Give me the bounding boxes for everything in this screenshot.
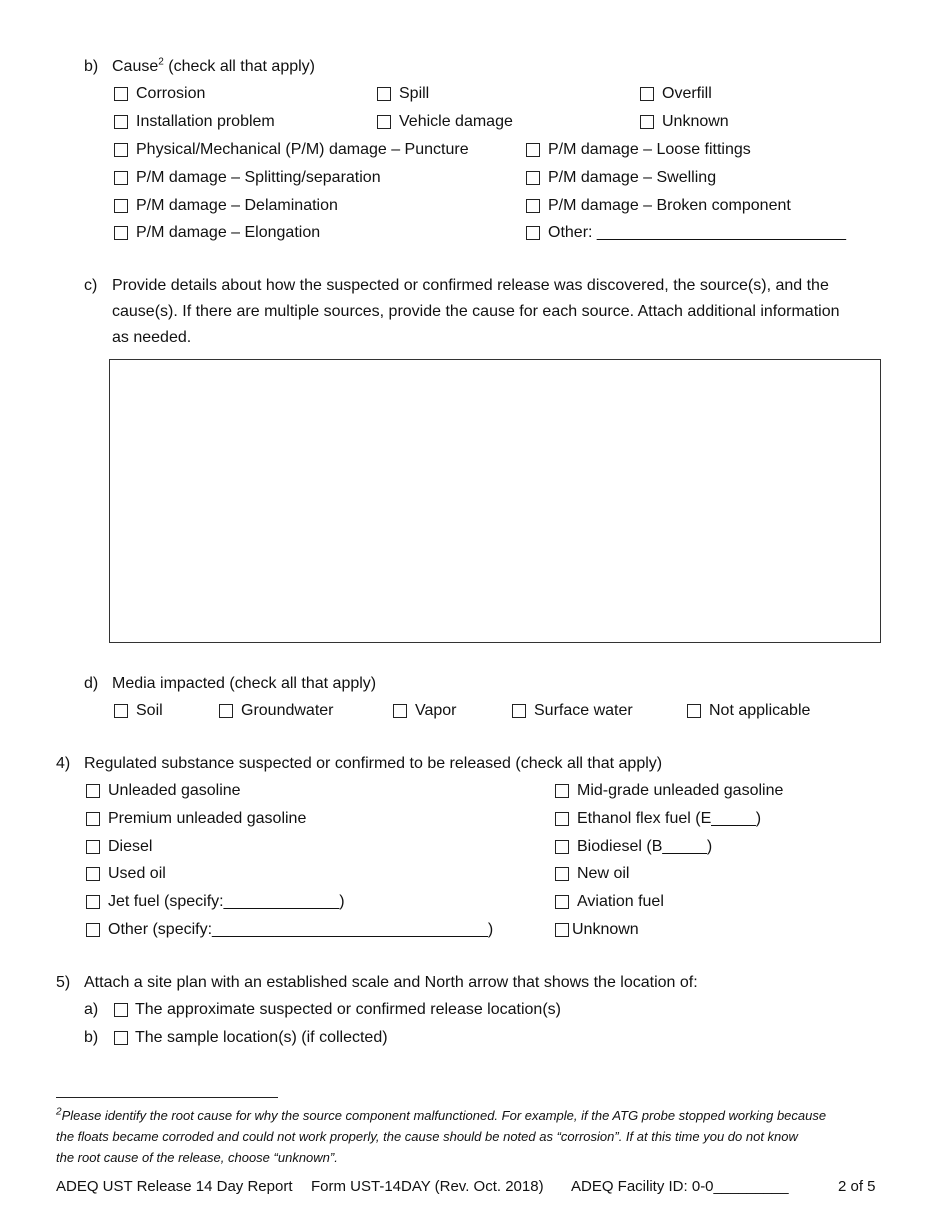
details-marker: c): [84, 277, 98, 294]
details-instructions-line3: as needed.: [112, 329, 192, 346]
media-option-label: Groundwater: [241, 702, 334, 719]
cause-option-label: P/M damage – Broken component: [548, 197, 791, 214]
siteplan-item-marker: b): [84, 1029, 99, 1046]
media-groundwater-checkbox[interactable]: [219, 704, 233, 718]
media-option-label: Vapor: [415, 702, 457, 719]
footnote-ref: 2: [158, 56, 164, 68]
substance-biodiesel-checkbox[interactable]: [555, 840, 569, 854]
details-instructions-line2: cause(s). If there are multiple sources, provide the cause for each source. Attach additional information: [112, 303, 840, 320]
substance-jet-fuel-field[interactable]: Jet fuel (specify:_____________): [108, 893, 345, 910]
substance-midgrade-checkbox[interactable]: [555, 784, 569, 798]
substance-unknown-checkbox[interactable]: [555, 923, 569, 937]
cause-option-label: P/M damage – Delamination: [136, 197, 338, 214]
substance-option-label: Unknown: [572, 921, 639, 938]
media-not-applicable-checkbox[interactable]: [687, 704, 701, 718]
footnote-line3: the root cause of the release, choose “unknown”.: [56, 1150, 338, 1165]
substance-diesel-checkbox[interactable]: [86, 840, 100, 854]
footer-page-number: 2 of 5: [838, 1178, 876, 1195]
cause-elongation-checkbox[interactable]: [114, 226, 128, 240]
cause-option-label: Corrosion: [136, 85, 206, 102]
substance-ethanol-field[interactable]: Ethanol flex fuel (E_____): [577, 810, 762, 827]
substance-premium-checkbox[interactable]: [86, 812, 100, 826]
cause-other-field[interactable]: Other: ____________________________: [548, 224, 847, 241]
substance-used-oil-checkbox[interactable]: [86, 867, 100, 881]
cause-option-label: P/M damage – Loose fittings: [548, 141, 751, 158]
cause-heading: [112, 57, 315, 77]
details-instructions-line1: Provide details about how the suspected or confirmed release was discovered, the source(s), and the: [112, 277, 829, 294]
details-text-area[interactable]: [109, 359, 881, 643]
substance-option-label: Diesel: [108, 838, 153, 855]
siteplan-title: Attach a site plan with an established scale and North arrow that shows the location of:: [84, 974, 698, 991]
siteplan-item-label: The sample location(s) (if collected): [135, 1029, 388, 1046]
cause-corrosion-checkbox[interactable]: [114, 87, 128, 101]
cause-other-checkbox[interactable]: [526, 226, 540, 240]
substance-option-label: New oil: [577, 865, 630, 882]
cause-installation-checkbox[interactable]: [114, 115, 128, 129]
substance-option-label: Premium unleaded gasoline: [108, 810, 307, 827]
media-soil-checkbox[interactable]: [114, 704, 128, 718]
footer-form-id: Form UST-14DAY (Rev. Oct. 2018): [311, 1178, 544, 1195]
cause-loose-fittings-checkbox[interactable]: [526, 143, 540, 157]
cause-swelling-checkbox[interactable]: [526, 171, 540, 185]
substance-option-label: Unleaded gasoline: [108, 782, 241, 799]
substance-ethanol-checkbox[interactable]: [555, 812, 569, 826]
cause-unknown-checkbox[interactable]: [640, 115, 654, 129]
substance-title: Regulated substance suspected or confirmed to be released (check all that apply): [84, 755, 663, 772]
substance-marker: 4): [56, 755, 71, 772]
media-option-label: Surface water: [534, 702, 633, 719]
footer-report-name: ADEQ UST Release 14 Day Report: [56, 1178, 293, 1195]
cause-option-label: Physical/Mechanical (P/M) damage – Puncture: [136, 141, 469, 158]
cause-option-label: P/M damage – Splitting/separation: [136, 169, 381, 186]
cause-vehicle-checkbox[interactable]: [377, 115, 391, 129]
footnote-number: 2: [56, 1106, 62, 1118]
cause-option-label: Vehicle damage: [399, 113, 513, 130]
footnote-line2: the floats became corroded and could not work properly, the cause should be noted as “corrosion”. If at this time you do not know: [56, 1129, 798, 1144]
substance-option-label: Mid-grade unleaded gasoline: [577, 782, 784, 799]
siteplan-release-location-checkbox[interactable]: [114, 1003, 128, 1017]
cause-hint: (check all that apply): [163, 58, 315, 75]
substance-aviation-checkbox[interactable]: [555, 895, 569, 909]
cause-option-label: Spill: [399, 85, 430, 102]
media-title: Media impacted (check all that apply): [112, 675, 377, 692]
substance-option-label: Used oil: [108, 865, 166, 882]
footnote-separator: [56, 1097, 278, 1098]
cause-title: Cause: [112, 58, 159, 75]
siteplan-item-label: The approximate suspected or confirmed release location(s): [135, 1001, 561, 1018]
media-surface-water-checkbox[interactable]: [512, 704, 526, 718]
cause-marker: b): [84, 58, 99, 75]
media-option-label: Not applicable: [709, 702, 811, 719]
substance-unleaded-checkbox[interactable]: [86, 784, 100, 798]
media-option-label: Soil: [136, 702, 163, 719]
footer-facility-id: ADEQ Facility ID: 0-0_________: [571, 1178, 789, 1195]
cause-overfill-checkbox[interactable]: [640, 87, 654, 101]
footnote-text: Please identify the root cause for why the source component malfunctioned. For example, if the ATG probe stopped working because: [61, 1108, 827, 1123]
siteplan-item-marker: a): [84, 1001, 99, 1018]
cause-option-label: Unknown: [662, 113, 729, 130]
substance-jet-fuel-checkbox[interactable]: [86, 895, 100, 909]
cause-spill-checkbox[interactable]: [377, 87, 391, 101]
substance-new-oil-checkbox[interactable]: [555, 867, 569, 881]
cause-option-label: Installation problem: [136, 113, 275, 130]
siteplan-marker: 5): [56, 974, 71, 991]
substance-other-checkbox[interactable]: [86, 923, 100, 937]
cause-splitting-checkbox[interactable]: [114, 171, 128, 185]
media-vapor-checkbox[interactable]: [393, 704, 407, 718]
media-marker: d): [84, 675, 99, 692]
cause-delamination-checkbox[interactable]: [114, 199, 128, 213]
substance-biodiesel-field[interactable]: Biodiesel (B_____): [577, 838, 713, 855]
cause-broken-component-checkbox[interactable]: [526, 199, 540, 213]
cause-option-label: P/M damage – Elongation: [136, 224, 321, 241]
substance-option-label: Aviation fuel: [577, 893, 664, 910]
substance-other-field[interactable]: Other (specify:_______________________________): [108, 921, 494, 938]
cause-puncture-checkbox[interactable]: [114, 143, 128, 157]
cause-option-label: P/M damage – Swelling: [548, 169, 717, 186]
footnote-line1: [56, 1105, 906, 1126]
siteplan-sample-location-checkbox[interactable]: [114, 1031, 128, 1045]
cause-option-label: Overfill: [662, 85, 712, 102]
